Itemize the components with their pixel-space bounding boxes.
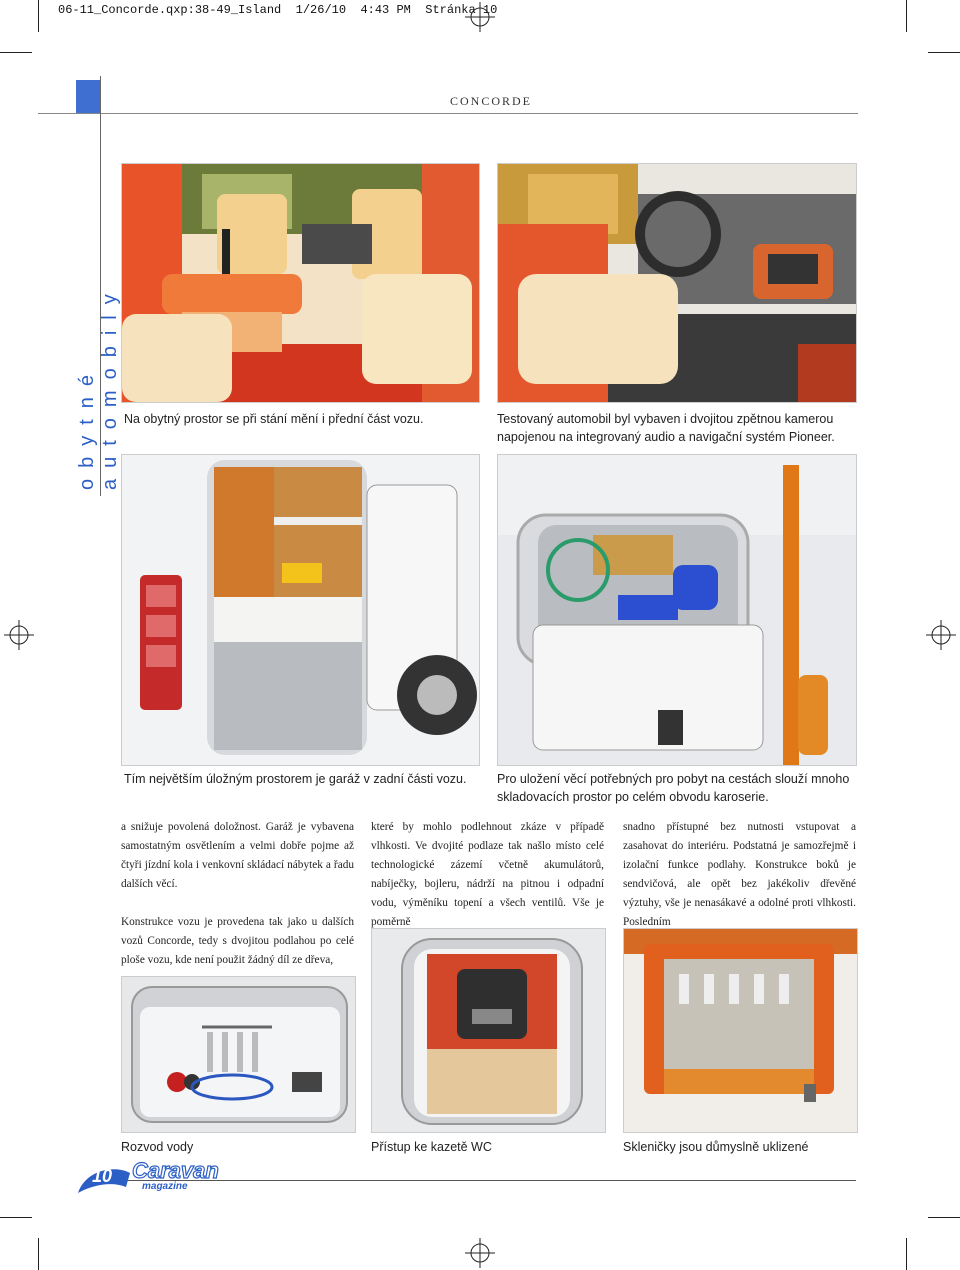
footer-rule: [120, 1180, 856, 1181]
section-title: CONCORDE: [450, 94, 533, 108]
photo-cockpit: [497, 163, 857, 403]
photo-caption: Pro uložení věcí potřebných pro pobyt na cestách slouží mnoho skladovacích prostor po celém obvodu karoserie.: [497, 772, 850, 804]
crop-mark: [906, 0, 907, 32]
photo-side-storage: [497, 454, 857, 766]
body-paragraph: a snižuje povolená doložnost. Garáž je vybavena samostatným osvětlením a velmi dobře pojme až čtyři jízdní kola i venkovní skládací nábytek a řadu dalších věcí.: [121, 821, 354, 890]
photo-caption: Skleničky jsou důmyslně uklizené: [623, 1140, 809, 1154]
magazine-logo-title: Caravan: [132, 1158, 219, 1183]
photo-caption: Na obytný prostor se při stání mění i přední část vozu.: [124, 412, 424, 426]
photo-glass-cabinet: [623, 928, 858, 1133]
photo-rear-garage: [121, 454, 480, 766]
registration-mark-icon: [465, 1238, 495, 1268]
crop-mark: [38, 1238, 39, 1270]
crop-mark: [906, 1238, 907, 1270]
body-paragraph: Konstrukce vozu je provedena tak jako u dalších vozů Concorde, tedy s dvojitou podlahou po celé ploše vozu, kde není použit žádný díl ze dřeva,: [121, 916, 354, 966]
photo-caption: Rozvod vody: [121, 1140, 194, 1154]
registration-mark-icon: [926, 620, 956, 650]
crop-mark: [0, 52, 32, 53]
crop-mark: [38, 0, 39, 32]
page-number: 10: [92, 1166, 113, 1186]
photo-water-distribution: [121, 976, 356, 1133]
body-column-1: [121, 818, 354, 970]
body-paragraph: snadno přístupné bez nutnosti vstupovat a zasahovat do interiéru. Podstatná je samozřejmě i izolační funkce podlahy. Konstrukce boků je sendvičová, ale opět bez jakékoliv dřevěné výztuhy, vše je nenasákavé a odolné proti vlhkosti. Posledním: [623, 821, 856, 928]
registration-mark-icon: [465, 2, 495, 32]
print-slug: 06-11_Concorde.qxp:38-49_Island 1/26/10 4:43 PM Stránka 10: [58, 3, 498, 17]
rubric-label: obytné automobily: [76, 283, 121, 490]
header-accent-block: [76, 80, 101, 114]
photo-caption: Tím největším úložným prostorem je garáž v zadní části vozu.: [124, 772, 467, 786]
magazine-logo: [132, 1160, 219, 1192]
body-column-2: [371, 818, 604, 932]
header-rule: [38, 113, 858, 114]
crop-mark: [0, 1217, 32, 1218]
photo-caption: Přístup ke kazetě WC: [371, 1140, 492, 1154]
magazine-logo-subtitle: magazine: [142, 1181, 188, 1192]
body-column-3: [623, 818, 856, 932]
photo-wc-cassette: [371, 928, 606, 1133]
photo-interior-seating: [121, 163, 480, 403]
body-paragraph: které by mohlo podlehnout zkáze v případě vlhkosti. Ve dvojité podlaze tak našlo místo celé technologické zázemí včetně akumulátorů, nabíječky, bojleru, nádrží na pitnou i odpadní vodu, výměníku topení a všech ventilů. Vše je poměrně: [371, 821, 604, 928]
registration-mark-icon: [4, 620, 34, 650]
crop-mark: [928, 1217, 960, 1218]
photo-caption: Testovaný automobil byl vybaven i dvojitou zpětnou kamerou napojenou na integrovaný audio a navigační systém Pioneer.: [497, 412, 835, 444]
crop-mark: [928, 52, 960, 53]
